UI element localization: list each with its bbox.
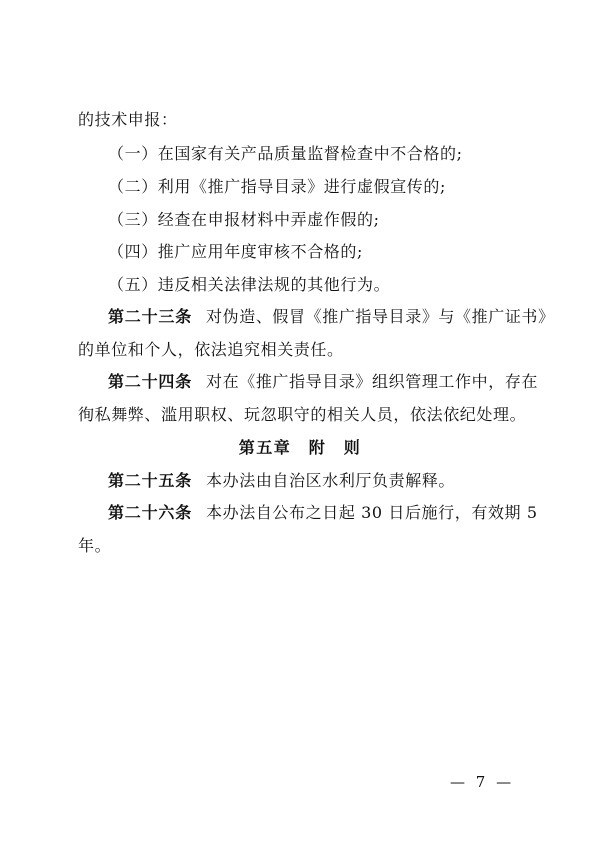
- article-23-line-1: [108, 306, 555, 328]
- paragraph-continuation: 的技术申报：: [78, 110, 178, 129]
- article-24-line-1: [108, 371, 539, 393]
- article-23-label: 第二十三条: [108, 307, 193, 326]
- list-item-4: （四）推广应用年度审核不合格的;: [108, 242, 363, 261]
- article-25-label: 第二十五条: [108, 471, 193, 490]
- article-23-text-1: 对伪造、假冒《推广指导目录》与《推广证书》: [206, 307, 555, 326]
- list-item-5: （五）违反相关法律法规的其他行为。: [108, 275, 391, 294]
- page-number: — 7 —: [450, 773, 515, 791]
- article-24-label: 第二十四条: [108, 372, 193, 391]
- chapter-title: 第五章 附 则: [238, 438, 362, 457]
- article-23-line-2: 的单位和个人，依法追究相关责任。: [78, 340, 344, 359]
- article-26-line-1: [108, 502, 538, 524]
- list-item-1: （一）在国家有关产品质量监督检查中不合格的;: [108, 144, 463, 163]
- article-25-text: 本办法由自治区水利厅负责解释。: [206, 471, 456, 490]
- article-24-text-1: 对在《推广指导目录》组织管理工作中，存在: [206, 372, 539, 391]
- article-26-text-1: 本办法自公布之日起 30 日后施行，有效期 5: [206, 503, 538, 522]
- list-item-2: （二）利用《推广指导目录》进行虚假宣传的;: [108, 177, 446, 196]
- article-26-label: 第二十六条: [108, 503, 193, 522]
- list-item-3: （三）经查在申报材料中弄虚作假的;: [108, 210, 380, 229]
- article-25: [108, 470, 558, 492]
- article-24-line-2: 徇私舞弊、滥用职权、玩忽职守的相关人员，依法依纪处理。: [78, 405, 527, 424]
- article-26-line-2: 年。: [78, 536, 112, 555]
